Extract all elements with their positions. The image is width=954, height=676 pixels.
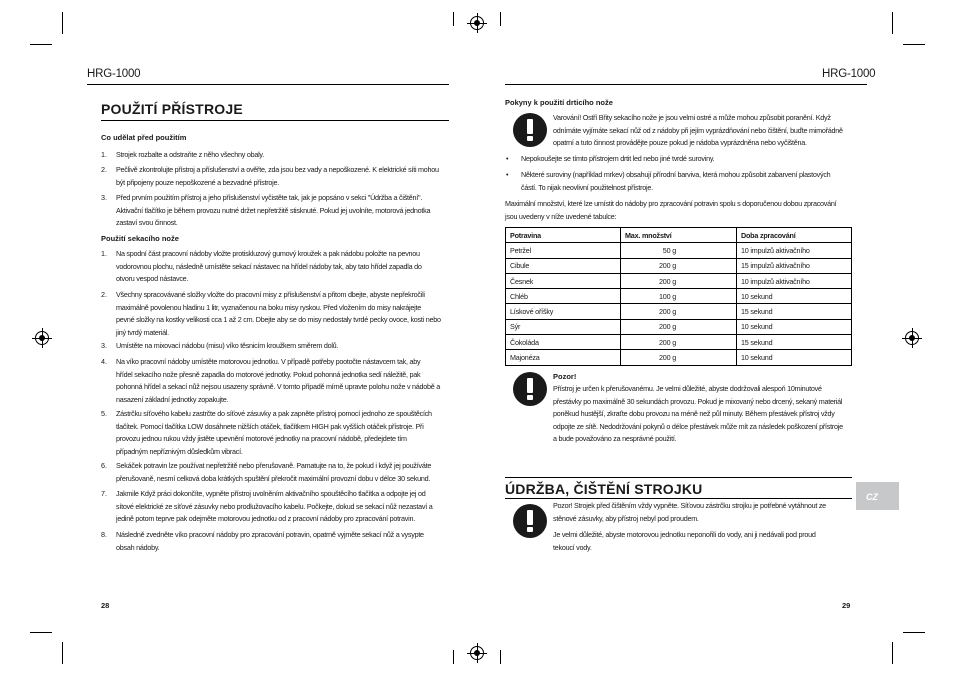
table-row	[506, 319, 852, 334]
crop-mark	[892, 12, 893, 34]
maintenance-text	[553, 500, 853, 554]
model-label-right: HRG-1000	[822, 68, 876, 80]
list-text	[116, 356, 440, 406]
crop-mark	[453, 12, 454, 26]
crop-mark	[500, 12, 501, 26]
table-cell: 10 sekund	[737, 350, 852, 365]
table-row	[506, 350, 852, 365]
list-text	[116, 408, 432, 458]
list-item	[101, 488, 432, 526]
text-line: být připojeny pouze nepoškozené a bezvadné přístroje.	[116, 177, 279, 187]
text-line: Před prvním použitím přístroj a jeho příslušenství vyčistěte tak, jak je popsáno v sekci "Údržba a čištění".	[116, 193, 423, 202]
table-cell: 50 g	[621, 243, 737, 258]
knife-heading: Pokyny k použití drticího nože	[505, 98, 613, 107]
list-number: 3.	[101, 193, 107, 202]
crop-mark	[892, 642, 893, 664]
list-text	[116, 164, 439, 189]
text-line: poněkud hustější, zkraťte dobu provozu na méně než půl minuty. Během přestávek přístroj vždy	[553, 409, 835, 419]
text-line: pevné složky na kostky velikosti cca 1 až 2 cm. Dbejte aby se do misy nedostaly tvrdé pecky ovoce, kosti nebo	[116, 315, 441, 325]
text-line: provozu jednou rukou vždy jistěte upevnění motorové jednotky na pracovní nádobě, předejdete tím	[116, 434, 407, 444]
crop-mark	[30, 44, 52, 45]
table-row	[506, 243, 852, 258]
text-line: přerušovaně, nesmí celková doba krátkých spuštění překročit maximální provozní dobu v délce 30 sekund.	[116, 473, 431, 483]
bullet-item	[506, 169, 830, 194]
language-tab: CZ	[856, 482, 899, 510]
header-rule-right	[505, 84, 867, 85]
before-use-heading: Co udělat před použitím	[101, 133, 187, 142]
text-line: přestávky po maximálně 30 sekundách provozu. Pokud je mixovaný nebo drcený, sekaný materiál	[553, 396, 843, 406]
bullet-item	[506, 153, 714, 166]
table-cell: 10 impulzů aktivačního	[737, 243, 852, 258]
maintenance-rule	[505, 477, 852, 478]
table-cell: 15 impulzů aktivačního	[737, 258, 852, 273]
table-intro	[505, 198, 836, 223]
text-line: Jakmile Když práci dokončíte, vypněte přístroj uvolněním aktivačního spouštěcího tlačítka a odpojte jej od	[116, 489, 426, 498]
page-title: POUŽITÍ PŘÍSTROJE	[101, 101, 243, 117]
table-cell: 200 g	[621, 335, 737, 350]
list-text	[116, 488, 432, 526]
knife-warning-text	[553, 112, 853, 150]
registration-mark-icon	[470, 16, 484, 30]
column-header: Max. množství	[621, 228, 737, 243]
list-number: 3.	[101, 341, 107, 350]
text-line: Strojek rozbalte a odstraňte z něho všechny obaly.	[116, 150, 264, 159]
list-text	[116, 460, 431, 485]
text-line: odnímáte vyjímáte sekací nůž od z nádoby při jejím vyprázdňování nebo čištění, buďte mimořádně	[553, 125, 843, 135]
crop-mark	[903, 44, 925, 45]
page-number-left: 28	[101, 601, 110, 610]
table-cell: Sýr	[506, 319, 621, 334]
text-line: maximálně povolenou hladinu 1 litr, vyznačenou na boku misy ryskou. Před vložením do misy nakrájejte	[116, 302, 421, 312]
table-row	[506, 258, 852, 273]
table-row	[506, 289, 852, 304]
list-item	[101, 149, 264, 162]
text-line: odpojte ze sítě. Nedodržování pokynů o délce přestávek může mít za následek poškození přístroje	[553, 421, 843, 431]
list-number: 6.	[101, 461, 107, 470]
table-cell: Lískové oříšky	[506, 304, 621, 319]
table-cell: Chléb	[506, 289, 621, 304]
table-row	[506, 304, 852, 319]
bullet-icon: •	[506, 170, 509, 179]
text-line: nasazení základní jednotky zopakujte.	[116, 394, 229, 404]
table-cell: 200 g	[621, 258, 737, 273]
maintenance-title: ÚDRŽBA, ČIŠTĚNÍ STROJKU	[505, 481, 703, 497]
list-text	[116, 529, 424, 554]
table-cell: Majonéza	[506, 350, 621, 365]
text-line: obsah nádoby.	[116, 542, 160, 552]
text-line: částí. To nijak neovlivní použitelnost přístroje.	[521, 182, 653, 192]
crop-mark	[62, 642, 63, 664]
list-item	[101, 289, 441, 339]
text-line: sítové elektrické ze síťové zásuvky nebo prodlužovacího kabelu. Počkejte, dokud se sekací nůž nezastaví a	[116, 501, 433, 511]
text-line: Umístěte na mixovací nádobu (misu) víko těsnicím kroužkem směrem dolů.	[116, 341, 339, 350]
crop-mark	[453, 650, 454, 664]
bullet-text	[521, 169, 830, 194]
title-rule	[101, 120, 449, 121]
bullet-icon: •	[506, 154, 509, 163]
maintenance-rule	[505, 498, 852, 499]
table-cell: 100 g	[621, 289, 737, 304]
list-number: 4.	[101, 357, 107, 366]
list-item	[101, 356, 440, 406]
table-cell: 200 g	[621, 350, 737, 365]
list-number: 5.	[101, 409, 107, 418]
table-cell: Čokoláda	[506, 335, 621, 350]
table-cell: 15 sekund	[737, 335, 852, 350]
text-line: Na spodní část pracovní nádoby vložte protiskluzový gumový kroužek a pak nádobu položte na pevnou	[116, 249, 420, 258]
table-cell: 200 g	[621, 273, 737, 288]
list-number: 7.	[101, 489, 107, 498]
text-line: Všechny spracovávané složky vložte do pracovní misy z příslušenství a přitom dbejte, abyste nepřekročili	[116, 290, 425, 299]
header-rule-left	[87, 84, 449, 85]
text-line: tlačítek. Pomocí tlačítka LOW dosáhnete nižších otáček, tlačítkem HIGH pak vyšších otáček přístroje. Při	[116, 421, 424, 431]
table-cell: 200 g	[621, 304, 737, 319]
registration-mark-icon	[470, 646, 484, 660]
warning-icon	[513, 113, 547, 147]
table-cell: Petržel	[506, 243, 621, 258]
list-item	[101, 192, 430, 230]
list-item	[101, 460, 431, 485]
list-number: 2.	[101, 290, 107, 299]
caution-text	[553, 383, 853, 446]
registration-mark-icon	[905, 331, 919, 345]
table-cell: 10 sekund	[737, 319, 852, 334]
table-row	[506, 273, 852, 288]
table-cell: 15 sekund	[737, 304, 852, 319]
model-label-left: HRG-1000	[87, 68, 141, 80]
text-line: a bude považováno za nesprávné použití.	[553, 434, 677, 444]
table-cell: Cibule	[506, 258, 621, 273]
list-text	[116, 192, 430, 230]
text-line: Pečlivě zkontrolujte přístroj a příslušenství a ověřte, zda jsou bez vady a nepoškozené. K elektrické síti mohou	[116, 165, 439, 174]
text-line: Zástrčku síťového kabelu zastrčte do síťové zásuvky a pak zapněte přístroj pomocí jednoho ze spouštěcích	[116, 409, 432, 418]
bullet-text: Nepokoušejte se tímto přístrojem drtit led nebo jiné tvrdé suroviny.	[521, 154, 715, 163]
text-line: Je velmi důležité, abyste motorovou jednotku neponořili do vody, ani ji nedávali pod proud	[553, 530, 816, 540]
list-number: 1.	[101, 150, 107, 159]
table-cell: Česnek	[506, 273, 621, 288]
text-line: Na víko pracovní nádoby umístěte motorovou jednotku. V případě potřeby pootočte nástavcem tak, aby	[116, 357, 421, 366]
list-number: 8.	[101, 530, 107, 539]
text-line: tekoucí vody.	[553, 542, 592, 552]
quantity-table	[505, 227, 852, 366]
list-text	[116, 149, 264, 162]
text-line: Sekáček potravin lze používat nepřetržitě nebo přerušovaně. Pamatujte na to, že pokud i když jej používáte	[116, 461, 432, 470]
list-item	[101, 248, 422, 286]
page-number-right: 29	[842, 601, 851, 610]
text-line: Pozor! Strojek před čištěním vždy vypněte. Síťovou zástrčku strojku je potřebné vytáhnout ze	[553, 501, 826, 510]
list-item	[101, 340, 338, 353]
text-line: otvoru vespod nástavce.	[116, 274, 189, 284]
text-line: Aktivační tlačítko je během provozu nutné držet nepřetržitě stisknuté. Pokud jej uvolníte, motorová jednotka	[116, 205, 431, 215]
list-item	[101, 529, 424, 554]
list-text	[116, 289, 441, 339]
text-line: opatrní a tuto činnost provádějte pouze pokud je nádoba vyprázdněna nebo vyčištěna.	[553, 138, 807, 148]
registration-mark-icon	[35, 331, 49, 345]
crop-mark	[62, 12, 63, 34]
table-cell: 10 impulzů aktivačního	[737, 273, 852, 288]
list-number: 1.	[101, 249, 107, 258]
text-line: případným nepříznivým důsledkům vibrací.	[116, 446, 243, 456]
list-text	[116, 248, 422, 286]
text-line: Některé suroviny (například mrkev) obsahují přírodní barviva, která mohou způsobit zabarvení plastových	[521, 170, 831, 179]
text-line: jiný tvrdý materiál.	[116, 327, 169, 337]
text-line: zastaví svou činnost.	[116, 218, 178, 228]
column-header: Doba zpracování	[737, 228, 852, 243]
list-number: 2.	[101, 165, 107, 174]
text-line: Varování! Ostří Břity sekacího nože je jsou velmi ostré a může mohou způsobit poranění. Když	[553, 113, 831, 122]
column-header: Potravina	[506, 228, 621, 243]
crop-mark	[903, 632, 925, 633]
caution-title: Pozor!	[553, 372, 577, 381]
text-line: Přístroj je určen k přerušovanému. Je velmi důležité, abyste dodržovali alespoň 10minutové	[553, 384, 822, 393]
table-cell: 10 sekund	[737, 289, 852, 304]
list-text	[116, 340, 338, 353]
text-line: vodorovnou plochu, následně umístěte sekací nástavec na hřídel nádoby tak, aby tato hřídel zapadla do	[116, 261, 422, 271]
list-item	[101, 408, 432, 458]
text-line: Následně zvedněte víko pracovní nádoby pro zpracování potravin, opatrně vyjměte sekací nůž a vysypte	[116, 530, 424, 539]
text-line: stěnové zásuvky, aby přístroj nebyl pod proudem.	[553, 513, 699, 523]
crop-mark	[500, 650, 501, 664]
text-line: jedině potom teprve pak odejměte motorovou jednotku od z pracovní nádoby pro zpracování potravin.	[116, 514, 415, 524]
crop-mark	[30, 632, 52, 633]
caution-icon	[513, 372, 547, 406]
warning-icon	[513, 504, 547, 538]
list-item	[101, 164, 439, 189]
text-line: pohonná hřídel a sekací nůž nejsou usazeny správně. V tomto případě mírně upravte polohu nože v nádobě a	[116, 382, 441, 392]
blade-use-heading: Použití sekacího nože	[101, 234, 179, 243]
table-header-row	[506, 228, 852, 243]
table-row	[506, 335, 852, 350]
text-line: Maximální množství, které lze umístit do nádoby pro zpracování potravin spolu s doporučenou dobou zpracování	[505, 199, 837, 208]
text-line: jsou uvedeny v níže uvedené tabulce:	[505, 211, 617, 221]
table-cell: 200 g	[621, 319, 737, 334]
text-line: hřídel sekacího nože přesně zapadla do motorové jednotky. Pokud pohonná jednotka sedí náležitě, pak	[116, 369, 421, 379]
